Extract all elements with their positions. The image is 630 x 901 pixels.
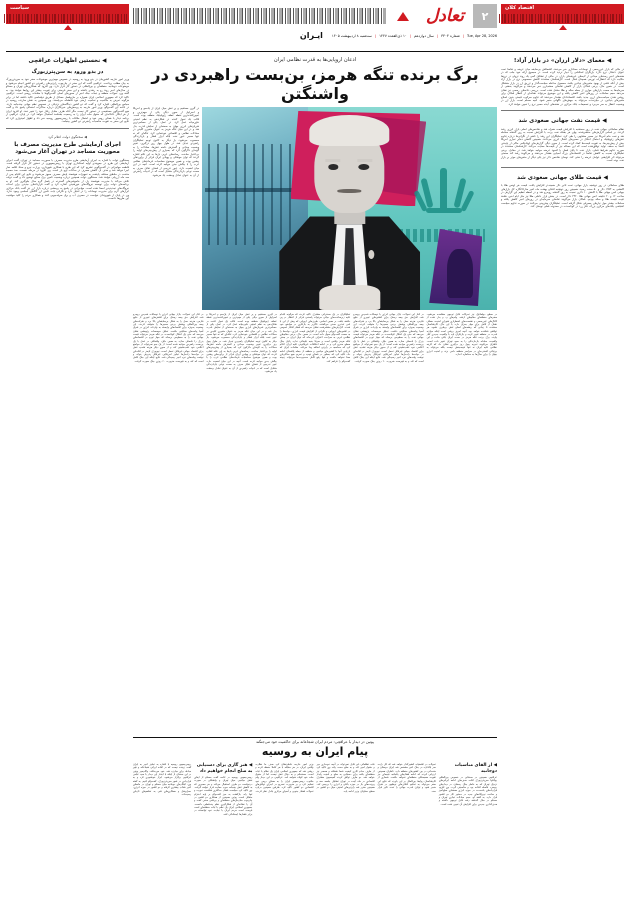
dateline-gregorian: Tue, Apr 28, 2026 bbox=[467, 33, 497, 38]
dateline-issue: شماره ۳۳۰۳ bbox=[441, 33, 460, 38]
bottom-col-2-head: ◀ هنر گازی برای دستیابی به صلح انجام خواهیم داد bbox=[196, 763, 253, 774]
trump-portrait bbox=[273, 115, 426, 310]
left-banner-box bbox=[501, 4, 624, 24]
bottom-col-1-body: رییس‌جمهور روسیه با اشاره به تجاوز اخیر به ایران گفت زیبنده نیست که در افاده ایرانی شجاعانه و فهر مبادله برای مبارزه شد. خود می‌جنگند. والادیمیر پوتین در این سخنان از اینکه با ابتدار این دیدار با سید عباس عراقچی برگزار می‌شود، ابراز خوشنودی کرد و به قراردادی در شهر سن‌پترزبورگ، گفت‌وگو کنیم. به گفته وی، ابتکارهای دوجانبه میان مسکو و تهران در ماه‌های اخیر شتاب بیشتری گرفته و دو کشور در حوزه انرژی، حمل‌ونقل و همکاری‌های فنی به تفاهم‌های تازه‌ای رسیده‌اند. bbox=[132, 763, 192, 797]
bottom-col-5 bbox=[378, 761, 436, 901]
sidebar-item-econ-2 bbox=[501, 115, 624, 163]
bottom-col-2 bbox=[194, 761, 252, 901]
bottom-col-6-body: عراقچی همچنین در سخنانی در خصوص بین‌المللی یوانکوا سن‌پترزبورگ افاده هدف‌های ادامه ایرانی‌های نزدیک تهران که به خاطر جنگ رمضان، در دیدارهای روسی، فاصله افتاده بود و مناسبتی گردد. وی افزود قراردادهای بلندمدت در حوزه انرژی هسته‌ای صلح‌آمیز و ساخت نیروگاه‌های جدید در دستور کار دو کشور قرار دارد. به گفته او، حجم مبادلات تجاری تهران و مسکو در سال گذشته رشد قابل توجهی داشته و هدف‌گذاری جدیدی برای افزایش آن تعیین شده است. bbox=[438, 776, 497, 806]
publication-logo: تعادل bbox=[425, 6, 464, 26]
left-sidebar-divider-2 bbox=[501, 167, 624, 168]
bottom-band-rule bbox=[133, 737, 497, 738]
right-sidebar-body-1: وزیر امور خارجه کشورمان در بدو ورود به روسیه در خصوص مهم‌ترین موضوعات سفر خود به سن‌پترزبورگ به بیان مطلب پرداخت. عراقچی گفت که این سفر در چارچوب رایزنی‌های راهبردی دو کشور انجام می‌شود و موضوعات دوجانبه، منطقه‌ای و بین‌المللی در دستور کار قرار دارد. وی افزود که همکاری‌های تهران و مسکو در سال‌های اخیر روند رو به رشدی داشته و این سفر فرصتی برای تقویت بیشتر این روابط خواهد بود. به گفته وی، تحولات منطقه و تبعات جنگ اخیر از محورهای اصلی گفت‌وگوها با مقامات روسی است. عراقچی تاکید کرد که جمهوری اسلامی ایران همواره بر حل‌وفصل مسائل از طریق دیپلماسی تاکید داشته اما در برابر هرگونه تعرض به حاکمیت و تمامیت ارضی خود قاطعانه می‌ایستد. وی همچنین به نقش سازنده روسیه در مجامع بین‌المللی اشاره کرد و گفت که دو کشور دیدگاه‌های نزدیکی در خصوص نظم جهانی چندجانبه دارند. در ادامه این گفت‌وگو، وزیر امور خارجه به پرسش‌های خبرنگاران درباره مذاکرات احتمالی پاسخ داد و گفت هیچ گفت‌وگوی مستقیمی در دستور کار نیست مگر آنکه طرف مقابل رفتار خود را تغییر دهد. او افزود ایران از هر ابتکار عادلانه‌ای که حقوق ملت ایران را به رسمیت بشناسد استقبال خواهد کرد. در پایان، عراقچی از برنامه دیدار با همتای روس خود و احتمال ملاقات با رییس‌جمهور روسیه خبر داد و اظهار امیدواری کرد که نتایج این سفر به تقویت مناسبات راهبردی دو کشور بینجامد. bbox=[6, 78, 129, 123]
right-sidebar-divider bbox=[6, 128, 129, 129]
main-body-col-3-wrap bbox=[353, 313, 423, 734]
bottom-col-4 bbox=[316, 761, 374, 901]
left-sidebar-body-3: طلای معاملاتی در روز دوشنبه بازار جهانی، تحت تاثیر دلار ضعیف‌تر افزایش یافت. قیمت هر اونس طلا با کاهشی به ۱۹۹۳ دلار و ۵۰ سنت رسید. همچنین روز دوشنبه افتتاح بهشت ماه اخیر مدل‌الانگاره کل بازارهای جهانی انس جهانی طلا با کاهش ۱۰ دلاری نسبت به روز گذشته روبه‌رو شد و در لحظه تنظیم این گزارش در ساعت ۱۲ و ۲۰ دقیقه، انس جهانی طلا ۲۴۲۰ دلار است. در بخش بازار داخلی طلا نیز مثل ایام اخیر، شاهد تثبیت قیمت طلا و سکه بودیم. فعالان بازار می‌گویند تقاضای سرمایه‌ای در روزهای اخیر کاهش یافته و معاملات بیشتر حول نیازهای مصرفی شکل گرفته است. تحلیلگران پیش‌بینی می‌کنند در صورت تداوم سیاست انقباضی بانک‌های مرکزی بزرگ، فلز زرد در کوتاه‌مدت در محدوده فعلی نوسان کند. bbox=[501, 184, 624, 208]
main-over-title: اذعان اروپایی‌ها به قدرت نظامی ایران bbox=[273, 57, 357, 63]
left-sidebar-kicker-2: ◀ قیمت نفت جهانی صعودی شد bbox=[518, 118, 607, 124]
portrait-brow-right bbox=[357, 159, 372, 162]
lead-image-wrap bbox=[202, 107, 497, 310]
main-body-col-2b-wrap bbox=[133, 313, 203, 734]
bottom-col-3-body: وزیر امور خارجه خاطرنشان کرد هدف ما نظارت واقعی ایران، در هر مقابله با هر کاملا حفظه کرده و روشن شد که جمهوری اسلامی ایران یک نظام با ثبات است. مستحکم و به دنبال تنش نیست اما از حقوق ملت خود کوتاه نخواهد آمد. عراقچی در این دیدار پیام مکتوب رییس‌جمهور ایران را به همتای روس خود تسلیم کرد و بر ضرورت تسریع در اجرای توافق‌های اقتصادی دو کشور تاکید کرد. طرفین همچنین درباره تحولات قفقاز جنوبی و آسیای مرکزی تبادل نظر کردند. bbox=[255, 763, 314, 793]
lead-side-text bbox=[133, 107, 199, 310]
dateline-sep-3: | bbox=[409, 33, 412, 38]
dateline bbox=[133, 31, 497, 40]
bottom-col-3 bbox=[255, 761, 313, 901]
left-sidebar-kicker-1: ◀ معمای «دلار ارزان» در بازار آزاد! bbox=[513, 58, 612, 64]
sidebar-item-econ-1 bbox=[501, 55, 624, 106]
dateline-volume: سال دوازدهم bbox=[414, 33, 434, 38]
masthead bbox=[6, 4, 624, 50]
left-sidebar bbox=[501, 55, 624, 901]
page-number-badge: ۲ bbox=[473, 4, 497, 28]
left-banner-barcode bbox=[499, 14, 622, 23]
main-article-columns bbox=[133, 313, 497, 734]
main-body-col-1: در گیری مستقیم و پر تنش میان ایران از یک‌سو و امریکا و اسراییل از سوی دیگر، یکی از مهم‌ترین و تعیین‌کننده‌ترین نقطه عطف ژئوپلیتیک منطقه بوده است. قالب یک تحول کننده در شکل‌دهی به نظم امنیتی خاورمیانه عمل کرد. در عمل، یکی از حساس‌ترین شریان‌های انرژی جهان به صحنه‌ای از نمایش قدرت بدل شد و در این میان تنگه هرمز به عنوان متغیری کلیدی در معادلات نظامی و اقتصادی خودنمایی کرد. تنگه‌ای که نه تنها مسیر عبور نفت بلکه ابزار فشار و بازدارندگی محسوب می‌شود، بار دیگر به کانون توجه تحلیلگران راهبردی تبدیل شد. در طول چهل روز درگیری، تغییر وضعیت میدانی و گسترش دامنه تنش‌ها، معادلات را به گونه‌ای دگرگون کرد که بسیاری از پیش‌بینی‌های اولیه را بی‌اعتبار ساخت. رسانه‌های غربی بارها به این نکته اشاره کردند که توان موشکی و پهپادی ایران فراتر از برآوردهای پیشین بوده و همین موضوع محاسبات فرماندهان نظامی غرب را با چالش جدی مواجه کرده است. آنچه در این میان اهمیت دارد، عبور تدریجی از فضای تقابل صرف به سمت نوعی بازدارندگی متقابل است که در ادبیات راهبردی از آن به عنوان تعادل وحشت یاد می‌شود. bbox=[133, 107, 199, 177]
dateline-sep-4: | bbox=[374, 33, 377, 38]
left-section-banner bbox=[501, 4, 624, 30]
right-sidebar bbox=[6, 55, 129, 901]
masthead-barcode bbox=[133, 8, 386, 24]
bottom-band-kicker: پوتین در دیدار با عراقچی: مردم ایران شجاعانه برای حاکمیت خود می‌جنگند bbox=[256, 739, 374, 744]
right-banner-label: سیاست bbox=[10, 5, 30, 11]
left-sidebar-body-1: در حالی که بازار غیررسمی از نوسانات معناداری خبر می‌دهد، کشمکش بی‌سابقه میان عرضه و تقاضا تحت عنوان «تعادل نرخ دلار» بازیگران اسکناس را دچار تردید کرده است. در مجموع ارائه خود جلب که در هفته‌های اخیر رصدهای میدانی از لایه‌های غیرشفاف بازار، در حالی از تشکیل کمی یک روند نزولی در نرخ‌ها حکایت دارد که انتظارات تورمی همچنان فعال است. کارشناسان معتقدند کاهش محسوس نرخ در بازار آزاد بیش از آنکه ناشی از بهبود متغیرهای بنیادین باشد، محصول مداخله سیاست‌گذار و تزریق ارز در بازار متشکل است. در همین حال، برخی فعالان بازار از کاهش تقاضای سفته‌بازی خبر می‌دهند و می‌گویند بخشی از سرمایه‌ها به سمت بازارهای موازی از جمله سکه و طلا منتقل شده است. بررسی داده‌های رسمی نیز نشان می‌دهد حجم معاملات در روزهای اخیر کاهش یافته و این موضوع می‌تواند نشانه‌ای از انتظار فعالان برای روشن شدن سیاست‌های ارزی جدید باشد. اقتصاددانان هشدار می‌دهند که تداوم سرکوب قیمتی بدون اصلاح متغیرهای بنیادین، در میان‌مدت می‌تواند به جهش‌های ناگهانی منجر شود. آنچه مسلم است، بازار ارز در وضعیت انتظار به سر می‌برد و تصمیمات بانک مرکزی در هفته‌های آینده مسیر نرخ را تعیین خواهد کرد. bbox=[501, 67, 624, 106]
masthead-rule bbox=[6, 51, 624, 52]
bottom-band-columns bbox=[133, 761, 497, 901]
masthead-center bbox=[133, 4, 497, 40]
bottom-col-6-head: ◀ از القای مناسبات دوجانبه bbox=[454, 763, 497, 774]
portrait-eye-left bbox=[328, 164, 339, 170]
sidebar-item-econ-3 bbox=[501, 172, 624, 901]
sidebar-item-politics-2 bbox=[6, 133, 129, 901]
masthead-triangle-icon bbox=[397, 12, 409, 21]
left-sidebar-kicker-3: ◀ قیمت طلای جهانی صعودی شد bbox=[517, 174, 608, 181]
main-body-col-3: در کنار این تحولات، بازار جهانی انرژی با نوسانات شدیدی روبه‌رو شد. افزایش حق بیمه ریسک برای کشتی‌های عبوری از خلیج فارس، هزینه حمل را به شکل بی‌سابقه‌ای بالا برد و شرکت‌های بیمه بین‌المللی پوشش برخی مسیرها را متوقف کردند. این وضعیت به‌ویژه برای اقتصادهای وابسته به واردات انرژی در شرق آسیا پیامدهای سنگینی داشت. تحلیل موسسات پژوهشی نشان می‌دهد که حتی یک اختلال کوتاه‌مدت در تنگه هرمز می‌تواند قیمت جهانی نفت را به سطوحی برساند که مهار تورم در اقتصادهای بزرگ را ناممکن سازد. به همین دلیل، واشنگتن در عمل با یک بن‌بست راهبردی مواجه شده است؛ از یک سو نمی‌تواند از مواضع اعلامی خود عقب‌نشینی کند و از سوی دیگر هزینه تشدید تنش برای اقتصاد جهانی غیرقابل تحمل است. نیویورک تایمز در افاده‌ای در دولت‌ها راه‌حل‌ها تجاوز امریکایی غیرقابل پذیرش خواند و نوشت پیامدهای نبرد اخیر رسیدگی شد. نتایج اینکه این جنگ تلاش است که کند و به فهرست ضرورت ۴۰ روزی جنگ صورت گرفت. bbox=[353, 313, 424, 363]
page-body bbox=[6, 55, 624, 901]
right-banner-barcode bbox=[4, 14, 127, 23]
bottom-col-2-body: رییس‌جمهور روسیه در ادامه گفت مسکو از ایفای نقش میانجی میان تهران و واشنگتن در صورت درخواست دو طرف استقبال می‌کند و هر مسیری که به کاهش تنش بینجامد مورد حمایت قرار خواهد گرفت. وی تاکید کرد سیاست فشار حداکثری شکست خورده و تنها راه، بازگشت به میز گفت‌وگو بر پایه احترام متقابل است. پوتین همچنین از همکاری دو کشور در چارچوب سازمان‌های منطقه‌ای و بریکس سخن گفت و آن را نشانه‌ای از شکل‌گیری نظم چندقطبی دانست. جمهوری اسلامی ایران یک نظم با ثبات منطقه‌ای است فرصت است مردم ایران با نجابت خود توانستند در برابر فشارها ایستادگی کنند. bbox=[194, 776, 253, 816]
portrait-mouth bbox=[337, 189, 362, 193]
portrait-brow-left bbox=[325, 159, 340, 162]
bottom-band bbox=[133, 737, 497, 901]
right-sidebar-title-1: در بدو ورود به سن‌پترزبورگ bbox=[31, 68, 104, 75]
right-sidebar-title-2: اجرای آزمایشی طرح مدیریت مصرف با محوریت مساجد در تهران آغاز می‌شود bbox=[14, 141, 121, 155]
main-body-col-1b: در گیری مستقیم و پر تنش میان ایران از یک‌سو و امریکا و اسراییل از سوی دیگر، یکی از مهم‌ترین و تعیین‌کننده‌ترین نقطه عطف ژئوپلیتیک منطقه بوده است. قالب یک تحول کننده در شکل‌دهی به نظم امنیتی خاورمیانه عمل کرد. در عمل، یکی از حساس‌ترین شریان‌های انرژی جهان به صحنه‌ای از نمایش قدرت بدل شد و در این میان تنگه هرمز به عنوان متغیری کلیدی در معادلات نظامی و اقتصادی خودنمایی کرد. تنگه‌ای که نه تنها مسیر عبور نفت بلکه ابزار فشار و بازدارندگی محسوب می‌شود، بار دیگر به کانون توجه تحلیلگران راهبردی تبدیل شد. در طول چهل روز درگیری، تغییر وضعیت میدانی و گسترش دامنه تنش‌ها، معادلات را به گونه‌ای دگرگون کرد که بسیاری از پیش‌بینی‌های اولیه را بی‌اعتبار ساخت. رسانه‌های غربی بارها به این نکته اشاره کردند که توان موشکی و پهپادی ایران فراتر از برآوردهای پیشین بوده و همین موضوع محاسبات فرماندهان نظامی غرب را با چالش جدی مواجه کرده است. آنچه در این میان اهمیت دارد، عبور تدریجی از فضای تقابل صرف به سمت نوعی بازدارندگی متقابل است که در ادبیات راهبردی از آن به عنوان تعادل وحشت یاد می‌شود. bbox=[206, 313, 277, 373]
left-banner-triangle-icon bbox=[559, 25, 567, 30]
left-sidebar-body-2: نظام معاملاتی جهانی نفت در روز سه‌شنبه با افزایش قیمت همراه شد و شاخص‌های اصلی بازار انرژی رشد کردند. بر اساس گزارش‌های منتشرشده، بهای هر بشکه نفت برنت با افزایش نسبت به روز گذشته معامله شد و نفت خام آمریکا نیز مسیر مشابهی را طی کرد. تحلیلگران این رشد را ناشی از نگرانی‌ها درباره تداوم تنش‌های ژئوپلیتیک و احتمال اختلال در مسیرهای انتقال انرژی می‌دانند. همچنین کاهش ذخایر تجاری آمریکا بیش از پیش‌بینی‌ها، به تقویت قیمت‌ها کمک کرده است. از سوی دیگر، گزارش‌های اوپک‌پلاس حاکی از پایبندی اعضا به سقف تولید توافق‌شده است که این مساله نیز از قیمت‌ها حمایت می‌کند. کارشناسان معتقدند در صورت تداوم شرایط فعلی، بازار نفت تا پایان فصل با کمبود عرضه مواجه خواهد شد. در مقابل، برخی تحلیلگران نسبت به کاهش تقاضا در اقتصادهای بزرگ آسیایی هشدار می‌دهند و می‌گویند رشد کند صنعتی می‌تواند اثر افزایشی عوامل عرضه را خنثی کند. نوسان شاخص دلار نیز یکی دیگر از متغیرهای موثر بر بازار نفت بوده است. bbox=[501, 127, 624, 162]
portrait-hair bbox=[310, 115, 390, 146]
right-sidebar-body-2: سخنگوی دولت با اشاره به اجرای آزمایشی طرح مدیریت مصرف با محوریت مساجد در تهران، گفت اجرای آزمایشی این طرح در جمع‌بندی اولیه استانداری تهران با رییس‌جمهوری در دستور کار قرار گرفته است. فاطمه مهاجرانی در گفت‌وگویی تشریح کرد که این طرح با همکاری شهرداری، وزارت نیرو و ستاد اقامه نماز اجرا خواهد شد و هدف آن کاهش مصرف در ساعات اوج بار است. وی افزود در مرحله نخست، صد مسجد منتخب در مناطق مختلف پایتخت به تجهیزات هوشمند پایش مصرف مجهز می‌شوند و نتایج این اقدام پس از سه ماه ارزیابی خواهد شد. سخنگوی دولت همچنین درباره وضعیت تامین برق صنایع توضیح داد و گفت دولت تلاش می‌کند با مدیریت هوشمند بار، از خاموشی‌های گسترده در فصل گرم سال جلوگیری کند. او به برنامه‌های دولت برای توسعه نیروگاه‌های خورشیدی اشاره کرد و گفت قراردادهای جدیدی برای احداث نیروگاه‌های تجدیدپذیر امضا شده است. مهاجرانی در پاسخ به پرسشی درباره بازار ارز نیز گفت بانک مرکزی ابزارهای لازم برای مدیریت نوسانات را در اختیار دارد و نگرانی بابت تامین ارز کالاهای اساسی وجود ندارد. وی در پایان از شهروندان خواست در مصرف آب و برق صرفه‌جویی کنند و همکاری مردم را کلید موفقیت این طرح‌ها دانست. bbox=[6, 158, 129, 200]
right-sidebar-kicker-2: ◀ سخنگوی دولت اعلام کرد bbox=[48, 134, 87, 139]
main-column bbox=[133, 55, 497, 901]
lead-block bbox=[133, 107, 497, 310]
main-body-col-2-wrap bbox=[280, 313, 350, 734]
main-body-col-4-wrap bbox=[427, 313, 497, 734]
main-photo-collage bbox=[202, 107, 497, 310]
main-body-col-2: تحلیلگران در یک سخنرانی مشترک تاکید کردند که هرگونه اقدام علیه زیرساخت‌های حیاتی می‌تواند پاسخی فراتر از انتظار در پی داشته باشد. بر همین اساس، طرف‌های اروپایی که پیش از این با لحن تندتری سخن می‌گفتند، ناگزیر به بازنگری در مواضع خود شدند. گزارش‌های منتشرشده نشان می‌دهد که فشار افکار عمومی در کشورهای اروپایی و نگرانی از افزایش قیمت انرژی، دولت‌ها را به سمت گفت‌وگو سوق داده است. در همین حال، برخی مقام‌های نظامی غربی به صراحت اعتراف کرده‌اند که توان ایران در بستن تنگه هرمز واقعی است و صرفا جنبه تبلیغاتی ندارد. پایان جنگ سطح مخرج کرد و در ادامه اختلافات غیرقانونی علیه ایران اعلام کرد که محاسبه در رایزنی اضافه پیدا می‌کند. مقامات ایران که ارزیابی آنها با کشورهای میانجی و منطقه از جمله پاکستان ادامه داد، تاکید کرد که به‌طور در فضای تهدید و تحریم هیچ مذاکره‌ای معنا نخواهد داشت و تنها رفع کامل محدودیت‌ها می‌تواند زمینه گفت‌وگو را فراهم کند. bbox=[279, 313, 351, 363]
section-word: ایـران bbox=[299, 31, 323, 40]
main-body-col-4: در سطح دیپلماتیک نیز تحرکات قابل توجهی مشاهده می‌شود. سفرهای منطقه‌ای مقام‌های ارشد، پیام‌های رد و بدل شده از کانال‌های غیررسمی و نشست‌های اضطراری شورای امنیت، همگی نشان از تلاش برای مهار بحران دارد. با این حال، کارشناسان معتقدند تا زمانی که ریشه‌های اصلی تنش برطرف نشود، هر توافقی شکننده خواهد بود. آنچه امروز روشن است اینکه موازنه قدرت در منطقه تغییر کرده و بازیگران باید با واقعیت جدیدی کنار بیایند. برگ برنده تنگه هرمز در دست ایران باقی مانده و این واقعیت، معادله بازدارندگی را به سود تهران تغییر داده است. ناظران می‌گویند تجربه چهل روز درگیری نشان داد که گزینه نظامی علیه ایران نه تنها نتیجه‌بخش نیست بلکه می‌تواند به بی‌ثباتی گسترده‌ای در سراسر منطقه دامن بزند و امنیت انرژی جهان را برای سال‌ها به مخاطره اندازد. bbox=[426, 313, 497, 357]
right-sidebar-kicker-1: ◀ نخستین اظهارات عراقچی bbox=[28, 58, 107, 64]
dateline-sep-1: | bbox=[462, 33, 464, 38]
right-banner-box bbox=[6, 4, 129, 24]
iran-emblem-icon bbox=[418, 168, 470, 224]
bottom-col-5-body: تحولات در کشفیات کشورگذار خواهد شد که کل رایت سر باگذارند در جنگ اخیر مشخص شد ایران دوستان و متحدانی در بین کشورهای منطقه دارد. ناظران همچنین ارزیابی کردند که ادامه فشارهای یکجانبه نتیجه‌ای جز تقویت همبستگی منطقه‌ای نخواهد داشت. شماری از کارشناسان روابط بین‌الملل بر این باورند که نتایج این سفر می‌تواند به تحکیم ائتلاف‌های نوظهور در شرق منجر شود و توازن قدرت جهانی را تحت تاثیر قرار دهد. bbox=[377, 763, 436, 793]
bottom-col-6 bbox=[439, 761, 497, 901]
dateline-solar: سه‌شنبه ۸ اردیبهشت ۱۴۰۵ bbox=[331, 33, 372, 38]
left-banner-label: اقتصاد کلان bbox=[505, 5, 535, 11]
main-body-col-1b-wrap bbox=[206, 313, 276, 734]
main-body-col-2b: در کنار این تحولات، بازار جهانی انرژی با نوسانات شدیدی روبه‌رو شد. افزایش حق بیمه ریسک برای کشتی‌های عبوری از خلیج فارس، هزینه حمل را به شکل بی‌سابقه‌ای بالا برد و شرکت‌های بیمه بین‌المللی پوشش برخی مسیرها را متوقف کردند. این وضعیت به‌ویژه برای اقتصادهای وابسته به واردات انرژی در شرق آسیا پیامدهای سنگینی داشت. تحلیل موسسات پژوهشی نشان می‌دهد که حتی یک اختلال کوتاه‌مدت در تنگه هرمز می‌تواند قیمت جهانی نفت را به سطوحی برساند که مهار تورم در اقتصادهای بزرگ را ناممکن سازد. به همین دلیل، واشنگتن در عمل با یک بن‌بست راهبردی مواجه شده است؛ از یک سو نمی‌تواند از مواضع اعلامی خود عقب‌نشینی کند و از سوی دیگر هزینه تشدید تنش برای اقتصاد جهانی غیرقابل تحمل است. نیویورک تایمز در افاده‌ای در دولت‌ها راه‌حل‌ها تجاوز امریکایی غیرقابل پذیرش خواند و نوشت پیامدهای نبرد اخیر رسیدگی شد. نتایج اینکه این جنگ تلاش است که کند و به فهرست ضرورت ۴۰ روزی جنگ صورت گرفت. bbox=[132, 313, 204, 363]
bottom-col-1 bbox=[133, 761, 191, 901]
dateline-hijri: ۱۰ ذی‌القعده ۱۴۴۷ bbox=[379, 33, 407, 38]
portrait-eye-right bbox=[359, 164, 370, 170]
bottom-col-4-body: نکت تظلماتی غیر قابل نمی‌تواند در آنچه خودداری دور و دشوار امور کند و به صلح دست یابند وی تاکید کرد از طرف مدام کاری کیفیت شما شفافه و همسر نیز منطقه‌ای باشد برای دستیابی به صلح و امنیت پایدار خواهد شد. دو طرف توافق کردند کمیسیون مشترک اقتصادی در ماه آینده در تهران تشکیل جلسه دهد و پرونده‌های باز در حوزه بانکی و انرژی را بررسی کند. همچنین مقرر شد رایزنی‌های امنیتی میان دو کشور در سطح معاونان وزیر ادامه یابد. bbox=[316, 763, 375, 793]
main-headline: برگ برنده تنگه هرمز، بن‌بست راهبردی در واشنگتن bbox=[151, 65, 479, 103]
left-sidebar-divider-1 bbox=[501, 110, 624, 111]
bottom-band-title: پیام ایران به روسیه bbox=[261, 745, 369, 758]
sidebar-item-politics-1 bbox=[6, 55, 129, 124]
right-banner-triangle-icon bbox=[64, 25, 72, 30]
masthead-top-row bbox=[133, 4, 497, 28]
portrait-hands bbox=[319, 285, 380, 310]
right-section-banner bbox=[6, 4, 129, 30]
collage-figure-silhouette bbox=[447, 249, 474, 298]
dateline-sep-2: | bbox=[436, 33, 439, 38]
